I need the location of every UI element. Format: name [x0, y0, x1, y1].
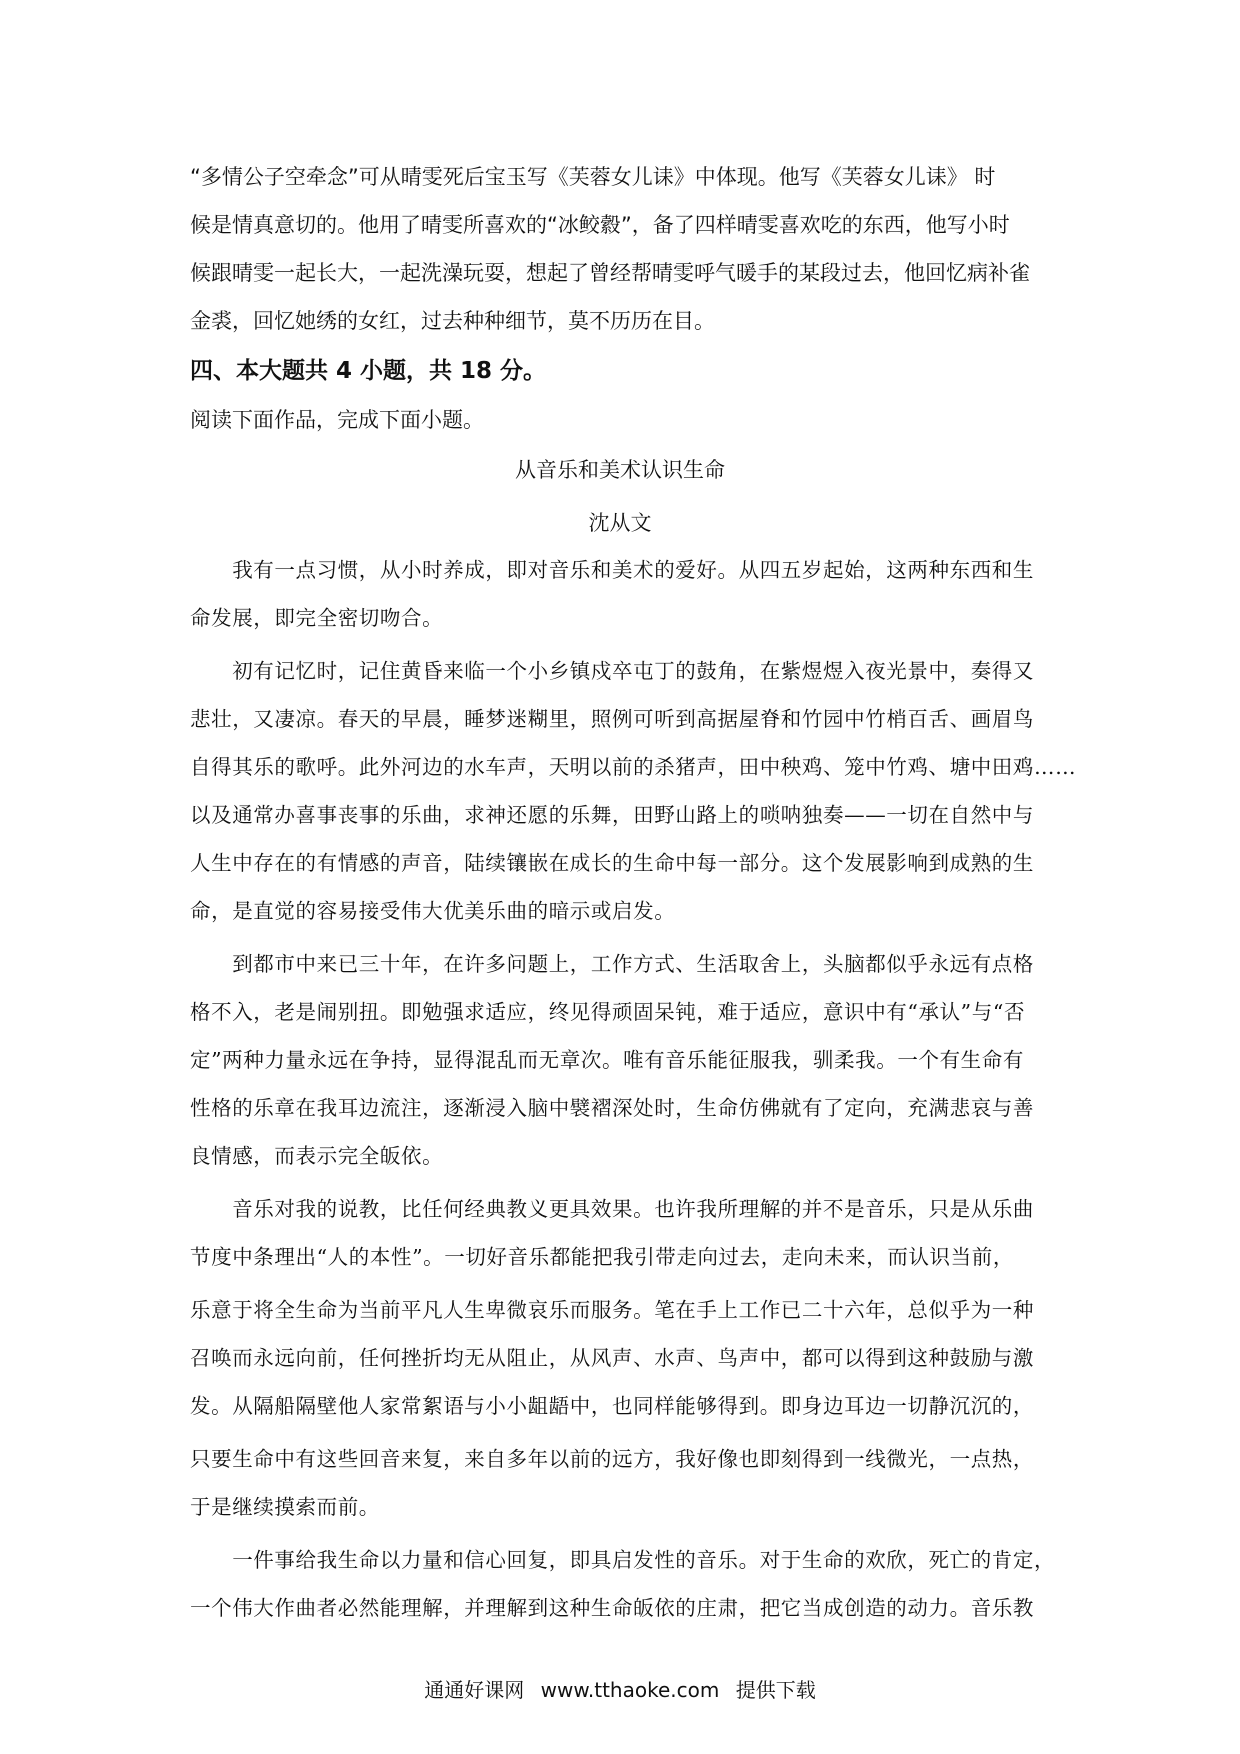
article-body [190, 555, 1077, 1655]
text-line: 音乐对我的说教，比任何经典教义更具效果。也许我所理解的并不是音乐，只是从乐曲 [190, 1197, 1034, 1221]
footer-site-name: 通通好课网 [424, 1678, 525, 1702]
text-line: 于是继续摸索而前。 [190, 1495, 380, 1519]
footer-url[interactable]: www.tthaoke.com [540, 1678, 720, 1702]
text-line: 定”两种力量永远在争持，显得混乱而无章次。唯有音乐能征服我，驯柔我。一个有生命有 [190, 1048, 1024, 1072]
text-line: 乐意于将全生命为当前平凡人生卑微哀乐而服务。笔在手上工作已二十六年，总似乎为一种 [190, 1298, 1034, 1322]
section-instruction: 阅读下面作品，完成下面小题。 [190, 408, 484, 432]
text-line: 候跟晴雯一起长大，一起洗澡玩耍，想起了曾经帮晴雯呼气暖手的某段过去，他回忆病补雀 [190, 261, 1030, 285]
text-line: 性格的乐章在我耳边流注，逐渐浸入脑中襞褶深处时，生命仿佛就有了定向，充满悲哀与善 [190, 1096, 1034, 1120]
text-line: 候是情真意切的。他用了晴雯所喜欢的“冰鲛縠”，备了四样晴雯喜欢吃的东西，他写小时 [190, 213, 1010, 237]
text-line: “多情公子空牵念”可从晴雯死后宝玉写《芙蓉女儿诔》中体现。他写《芙蓉女儿诔》 时 [190, 165, 996, 189]
footer-suffix: 提供下载 [735, 1678, 816, 1702]
text-line: 人生中存在的有情感的声音，陆续镶嵌在成长的生命中每一部分。这个发展影响到成熟的生 [190, 851, 1034, 875]
text-line: 良情感，而表示完全皈依。 [190, 1144, 444, 1168]
text-line: 节度中条理出“人的本性”。一切好音乐都能把我引带走向过去，走向未来，而认识当前， [190, 1245, 1014, 1269]
page-footer [0, 1676, 1240, 1704]
text-line: 命，是直觉的容易接受伟大优美乐曲的暗示或启发。 [190, 899, 676, 923]
text-line: 到都市中来已三十年，在许多问题上，工作方式、生活取舍上，头脑都似乎永远有点格 [190, 952, 1034, 976]
text-line: 初有记忆时，记住黄昏来临一个小乡镇戍卒屯丁的鼓角，在紫煜煜入夜光景中，奏得又 [190, 659, 1034, 683]
text-line: 金裘，回忆她绣的女红，过去种种细节，莫不历历在目。 [190, 309, 715, 333]
text-line: 一件事给我生命以力量和信心回复，即具启发性的音乐。对于生命的欢欣，死亡的肯定， [190, 1548, 1056, 1572]
text-line: 命发展，即完全密切吻合。 [190, 606, 444, 630]
article-title: 从音乐和美术认识生命 [515, 458, 725, 482]
answer-paragraph [190, 162, 1060, 332]
text-line: 悲壮，又凄凉。春天的早晨，睡梦迷糊里，照例可听到高据屋脊和竹园中竹梢百舌、画眉鸟 [190, 707, 1034, 731]
section-heading: 四、本大题共 4 小题，共 18 分。 [190, 358, 547, 384]
text-line: 召唤而永远向前，任何挫折均无从阻止，从风声、水声、鸟声中，都可以得到这种鼓励与激 [190, 1346, 1034, 1370]
text-line: 只要生命中有这些回音来复，来自多年以前的远方，我好像也即刻得到一线微光，一点热， [190, 1447, 1034, 1471]
text-line: 我有一点习惯，从小时养成，即对音乐和美术的爱好。从四五岁起始，这两种东西和生 [190, 558, 1034, 582]
text-line: 一个伟大作曲者必然能理解，并理解到这种生命皈依的庄肃，把它当成创造的动力。音乐教 [190, 1596, 1034, 1620]
text-line: 发。从隔船隔壁他人家常絮语与小小龃龉中，也同样能够得到。即身边耳边一切静沉沉的， [190, 1394, 1034, 1418]
article-author: 沈从文 [588, 511, 652, 535]
text-line: 以及通常办喜事丧事的乐曲，求神还愿的乐舞，田野山路上的唢呐独奏——一切在自然中与 [190, 803, 1034, 827]
text-line: 自得其乐的歌呼。此外河边的水车声，天明以前的杀猪声，田中秧鸡、笼中竹鸡、塘中田鸡…… [190, 755, 1077, 779]
text-line: 格不入，老是闹别扭。即勉强求适应，终见得顽固呆钝，难于适应，意识中有“承认”与“否 [190, 1000, 1026, 1024]
